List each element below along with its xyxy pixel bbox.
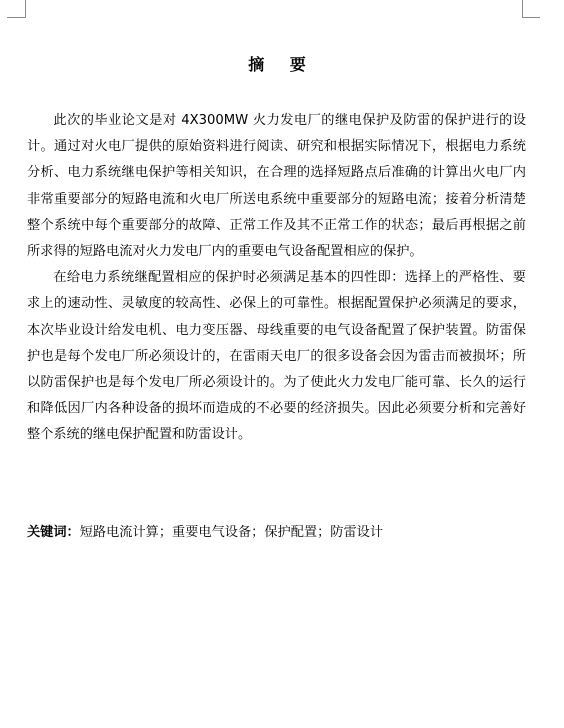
abstract-body — [27, 108, 526, 449]
abstract-title: 摘 要 — [248, 55, 316, 74]
keywords-label: 关键词： — [27, 525, 80, 540]
keywords-line — [27, 520, 526, 546]
abstract-paragraph-2: 在给电力系统继配置相应的保护时必须满足基本的四性即：选择上的严格性、要求上的速动性、灵敏度的较高性、必保上的可靠性。根据配置保护必须满足的要求，本次毕业设计给发电机、电力变压器、母线重要的电气设备配置了保护装置。防雷保护也是每个发电厂所必须设计的，在雷雨天电厂的很多设备会因为雷击而被损坏；所以防雷保护也是每个发电厂所必须设计的。为了使此火力发电厂能可靠、长久的运行和降低因厂内各种设备的损坏而造成的不必要的经济损失。因此必须要分析和完善好整个系统的继电保护配置和防雷设计。 — [27, 270, 526, 443]
keywords-text: 短路电流计算；重要电气设备；保护配置；防雷设计 — [79, 525, 384, 540]
abstract-paragraph-1: 此次的毕业论文是对 4X300MW 火力发电厂的继电保护及防雷的保护进行的设计。通过对火电厂提供的原始资料进行阅读、研究和根据实际情况下，根据电力系统分析、电力系统继电保护等相关知识，在合理的选择短路点后准确的计算出火电厂内非常重要部分的短路电流和火电厂所送电系统中重要部分的短路电流；接着分析清楚整个系统中每个重要部分的故障、正常工作及其不正常工作的状态；最后再根据之前所求得的短路电流对火力发电厂内的重要电气设备配置相应的保护。 — [27, 113, 526, 260]
